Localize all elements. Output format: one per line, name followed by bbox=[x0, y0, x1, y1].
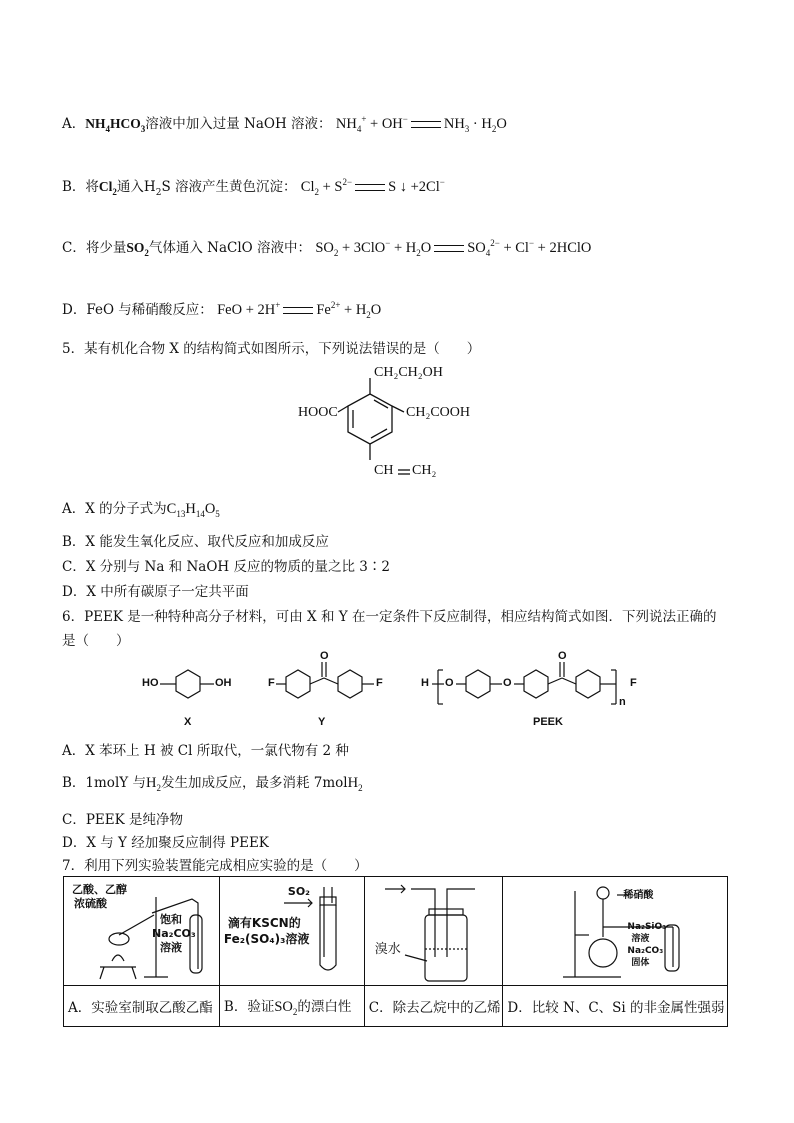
q5-option-a: A．X 的分子式为$C_{13}H_{14}O_5$ bbox=[62, 501, 220, 519]
equals-arrow bbox=[434, 245, 464, 252]
substituent-bottom: CH bbox=[374, 463, 394, 478]
apparatus-a-caption: A．实验室制取乙酸乙酯 bbox=[64, 986, 220, 1027]
q4-option-d: D．FeO 与稀硝酸反应： FeO + 2H+ $Fe^{2+} + H_2O$ bbox=[62, 300, 382, 320]
peek-carbonyl-o: O bbox=[558, 650, 567, 662]
apparatus-a: 乙酸、乙醇 浓硫酸 饱和 Na₂CO₃ 溶液 bbox=[64, 877, 220, 986]
q6-option-c: C．PEEK 是纯净物 bbox=[62, 812, 183, 828]
equals-arrow bbox=[283, 307, 313, 314]
q6-structures bbox=[138, 652, 668, 734]
q5-structure bbox=[290, 362, 510, 487]
q4-option-b: B．将$Cl_2$通入$H_2S$ 溶液产生黄色沉淀： $Cl_2 + S^{2-}$ S ↓ +2Cl− bbox=[62, 177, 445, 198]
substituent-top: CH₂CH₂OH bbox=[374, 365, 443, 380]
label-peek: PEEK bbox=[533, 716, 563, 728]
apparatus-b-caption: B．验证$SO_2$的漂白性 bbox=[219, 986, 364, 1027]
peek-h: H bbox=[421, 677, 429, 689]
q5-option-c: C．X 分别与 Na 和 NaOH 反应的物质的量之比 3∶2 bbox=[62, 559, 390, 575]
peek-n: n bbox=[619, 696, 626, 708]
apparatus-table bbox=[63, 876, 728, 1027]
equals-arrow bbox=[411, 121, 441, 128]
apparatus-b: SO₂ 滴有KSCN的 Fe₂(SO₄)₃溶液 bbox=[219, 877, 364, 986]
y-f-right: F bbox=[376, 677, 383, 689]
q4-option-a: A．$NH_4HCO_3$溶液中加入过量 NaOH 溶液： $NH_4^+ + OH^-$ $NH_3 \cdot H_2O$ bbox=[62, 114, 507, 134]
molecule-diagrams bbox=[138, 652, 668, 734]
q6-option-a: A．X 苯环上 H 被 Cl 所取代，一氯代物有 2 种 bbox=[62, 743, 349, 759]
q5-option-b: B．X 能发生氧化反应、取代反应和加成反应 bbox=[62, 534, 329, 550]
q6-stem-line1: 6．PEEK 是一种特种高分子材料，可由 X 和 Y 在一定条件下反应制得，相应结构简式如图．下列说法正确的 bbox=[62, 609, 717, 625]
substituent-bottom-ch2: CH₂ bbox=[412, 463, 437, 478]
equals-arrow bbox=[355, 184, 385, 191]
q6-option-b: B．1molY 与$H_2$发生加成反应，最多消耗 7molH$_2$ bbox=[62, 775, 363, 793]
apparatus-c-caption: C．除去乙烷中的乙烯 bbox=[364, 986, 503, 1027]
y-carbonyl-o: O bbox=[320, 650, 329, 662]
x-oh: OH bbox=[215, 677, 232, 689]
apparatus-c: 溴水 bbox=[364, 877, 503, 986]
apparatus-d-caption: D．比较 N、C、Si 的非金属性强弱 bbox=[503, 986, 728, 1027]
y-f-left: F bbox=[268, 677, 275, 689]
peek-o2: O bbox=[503, 677, 512, 689]
x-ho: HO bbox=[142, 677, 159, 689]
label-x: X bbox=[184, 716, 192, 728]
q5-option-d: D．X 中所有碳原子一定共平面 bbox=[62, 584, 249, 600]
peek-f: F bbox=[630, 677, 637, 689]
apparatus-d: 稀硝酸 Na₂SiO₃ 溶液 Na₂CO₃ 固体 bbox=[503, 877, 728, 986]
q4-option-c: C．将少量$SO_2$气体通入 NaClO 溶液中： $SO_2 + 3ClO^- + H_2O$ $SO_4^{2-} + Cl^-$ + 2HClO bbox=[62, 238, 592, 258]
substituent-left: HOOC bbox=[298, 405, 338, 420]
q7-stem: 7．利用下列实验装置能完成相应实验的是（ ） bbox=[62, 858, 368, 874]
q6-stem-line2: 是（ ） bbox=[62, 633, 130, 649]
q5-stem: 5．某有机化合物 X 的结构简式如图所示，下列说法错误的是（ ） bbox=[62, 341, 481, 357]
label-y: Y bbox=[318, 716, 326, 728]
peek-o1: O bbox=[445, 677, 454, 689]
q6-option-d: D．X 与 Y 经加聚反应制得 PEEK bbox=[62, 835, 269, 851]
substituent-right: CH₂COOH bbox=[406, 405, 470, 420]
